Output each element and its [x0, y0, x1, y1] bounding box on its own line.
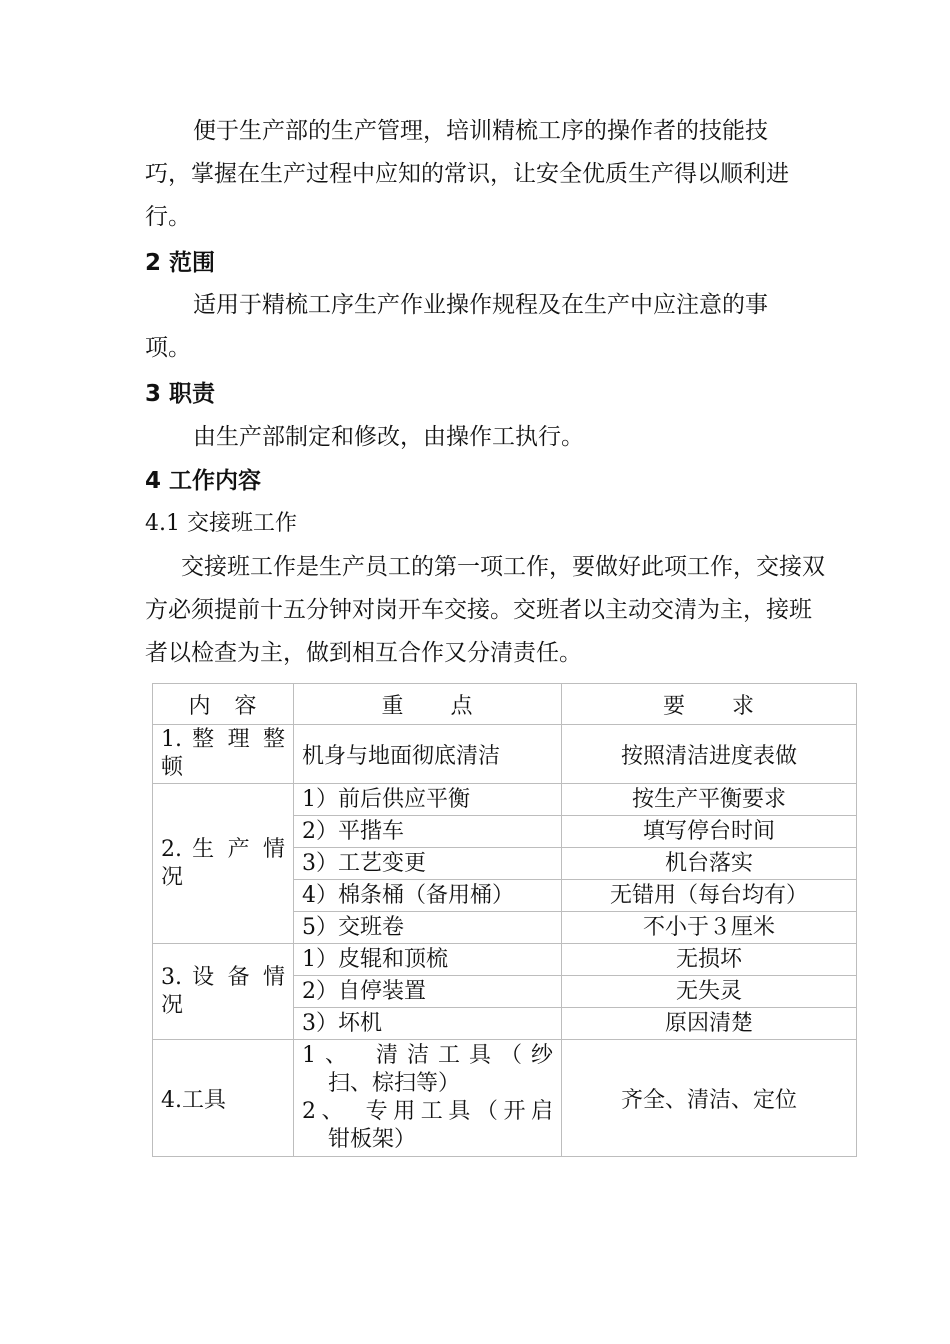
handover-table — [152, 683, 857, 1157]
equipment-point: 3）坏机 — [294, 1008, 562, 1040]
table-row — [153, 725, 857, 784]
row-label-equipment: 3. 设 备 情 况 — [153, 944, 294, 1040]
row-label-tidy: 1. 整 理 整 顿 — [153, 725, 294, 784]
tools-points — [294, 1040, 562, 1157]
production-point: 4）棉条桶（备用桶） — [294, 880, 562, 912]
handover-paragraph: 交接班工作是生产员工的第一项工作，要做好此项工作，交接双方必须提前十五分钟对岗开车交接。交班者以主动交清为主，接班者以检查为主，做到相互合作又分清责任。 — [145, 554, 825, 666]
table-row — [153, 784, 857, 816]
table-row — [153, 944, 857, 976]
header-key-points: 重 点 — [294, 684, 562, 725]
production-requirement: 按生产平衡要求 — [562, 784, 857, 816]
production-point: 3）工艺变更 — [294, 848, 562, 880]
equipment-requirement: 无失灵 — [562, 976, 857, 1008]
row-label-production: 2. 生 产 情 况 — [153, 784, 294, 944]
equipment-requirement: 原因清楚 — [562, 1008, 857, 1040]
tools-point-line: 2、 专用工具（开启 — [302, 1099, 553, 1124]
scope-paragraph: 适用于精梳工序生产作业操作规程及在生产中应注意的事项。 — [145, 292, 768, 361]
equipment-requirement: 无损坏 — [562, 944, 857, 976]
tools-requirement: 齐全、清洁、定位 — [562, 1040, 857, 1157]
scope-heading: 2 范围 — [145, 250, 216, 276]
production-requirement: 无错用（每台均有） — [562, 880, 857, 912]
tools-point-line: 钳板架） — [328, 1127, 417, 1152]
sub-heading: 4.1 交接班工作 — [145, 511, 297, 536]
duty-heading: 3 职责 — [145, 381, 216, 407]
equipment-point: 2）自停装置 — [294, 976, 562, 1008]
work-heading: 4 工作内容 — [145, 468, 262, 494]
purpose-paragraph: 便于生产部的生产管理，培训精梳工序的操作者的技能技巧，掌握在生产过程中应知的常识，让安全优质生产得以顺利进行。 — [145, 118, 789, 230]
row-label-tools: 4.工具 — [153, 1040, 294, 1157]
production-requirement: 机台落实 — [562, 848, 857, 880]
header-content: 内 容 — [153, 684, 294, 725]
tools-point-line: 1、 清洁工具（纱 — [302, 1043, 553, 1068]
production-point: 5）交班卷 — [294, 912, 562, 944]
tools-point-line: 扫、棕扫等） — [328, 1071, 461, 1096]
duty-paragraph: 由生产部制定和修改，由操作工执行。 — [193, 424, 584, 450]
table-header-row — [153, 684, 857, 725]
production-requirement: 填写停台时间 — [562, 816, 857, 848]
production-requirement: 不小于３厘米 — [562, 912, 857, 944]
production-point: 1）前后供应平衡 — [294, 784, 562, 816]
production-point: 2）平揩车 — [294, 816, 562, 848]
header-requirements: 要 求 — [562, 684, 857, 725]
table-row — [153, 1040, 857, 1157]
tidy-point: 机身与地面彻底清洁 — [294, 725, 562, 784]
tidy-requirement: 按照清洁进度表做 — [562, 725, 857, 784]
equipment-point: 1）皮辊和顶梳 — [294, 944, 562, 976]
